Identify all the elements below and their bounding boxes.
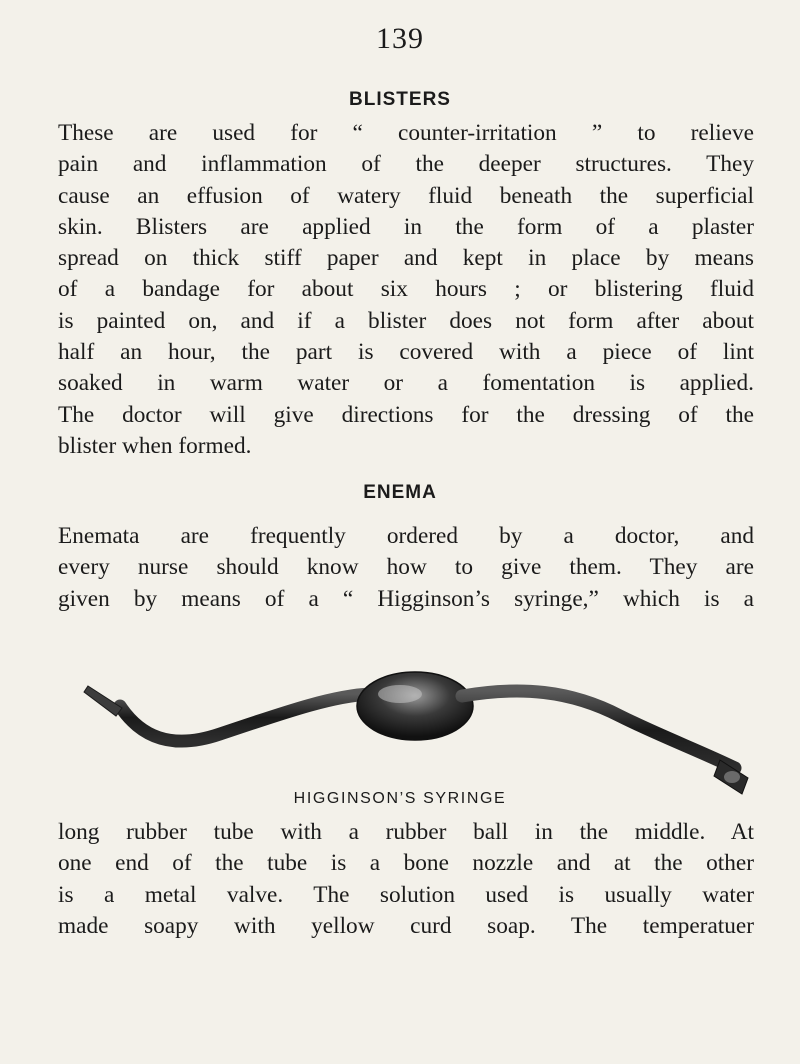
text-line: pain and inflammation of the deeper structures. They [58,151,754,178]
text-line: The doctor will give directions for the dressing of the [58,401,754,428]
text-line: of a bandage for about six hours ; or blistering fluid [58,276,754,303]
text-line: soaked in warm water or a fomentation is applied. [58,370,754,397]
paragraph-blisters [58,118,754,462]
paragraph-enema-continued [58,817,754,942]
section-heading-enema: ENEMA [363,482,437,503]
text-line: one end of the tube is a bone nozzle and at the other [58,850,754,877]
text-line: half an hour, the part is covered with a piece of lint [58,339,754,366]
text-line: spread on thick stiff paper and kept in place by means [58,245,754,272]
text-line: blister when formed. [58,432,252,459]
text-line: is painted on, and if a blister does not form after about [58,307,754,334]
figure-caption: HIGGINSON’S SYRINGE [293,790,507,807]
text-line: is a metal valve. The solution used is usually water [58,881,754,908]
text-line: cause an effusion of watery fluid beneath the superficial [58,182,754,209]
text-line: Enemata are frequently ordered by a doctor, and [58,523,754,549]
text-line: These are used for “ counter-irritation ” to relieve [58,120,754,146]
text-line: every nurse should know how to give them. They are [58,554,754,581]
paragraph-enema [58,521,754,615]
text-line: skin. Blisters are applied in the form of a plaster [58,213,754,240]
rubber-ball [357,672,473,740]
section-heading-blisters: BLISTERS [349,89,451,110]
text-line: long rubber tube with a rubber ball in the middle. At [58,819,754,845]
text-line: given by means of a “ Higginson’s syringe,” which is a [58,585,754,612]
page-number: 139 [376,22,424,55]
text-line: made soapy with yellow curd soap. The temperatuer [58,912,754,939]
syringe-illustration [80,656,760,806]
rubber-tube-right [462,691,735,768]
rubber-tube-left [120,694,370,741]
